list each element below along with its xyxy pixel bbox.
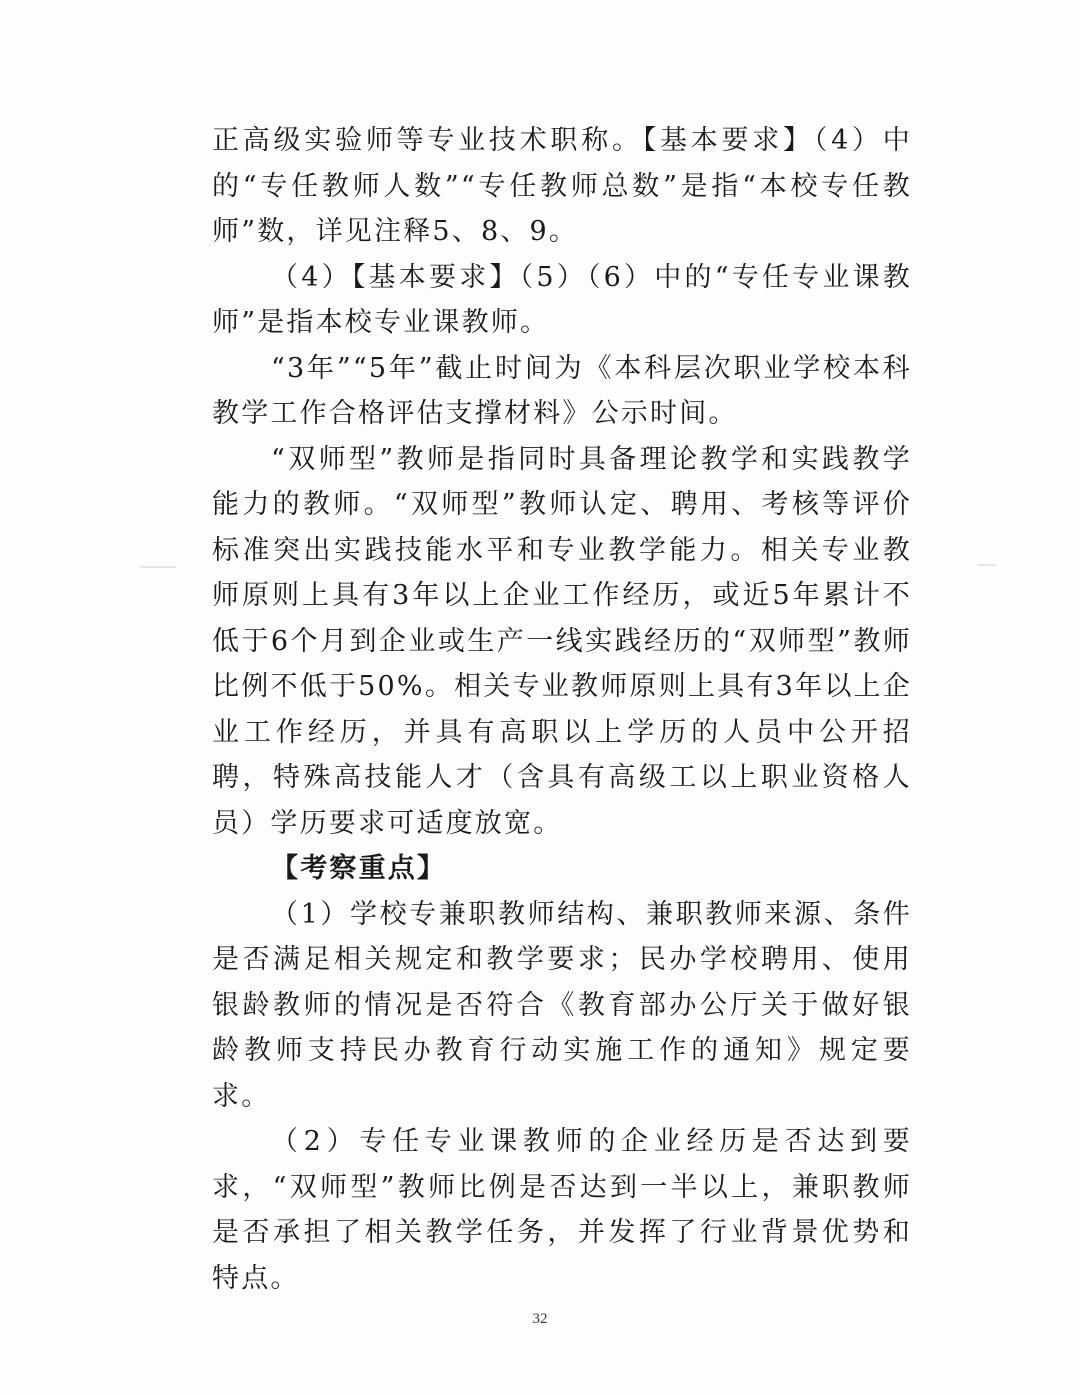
scan-mark-right bbox=[978, 564, 996, 566]
page-number: 32 bbox=[532, 1311, 548, 1327]
paragraph-dual-qualified-teachers: “双师型”教师是指同时具备理论教学和实践教学能力的教师。“双师型”教师认定、聘用、考核等评价标准突出实践技能水平和专业教学能力。相关专业教师原则上具有3年以上企业工作经历，或近5年累计不低于6个月到企业或生产一线实践经历的“双师型”教师比例不低于50%。相关专业教师原则上具有3年以上企业工作经历，并具有高职以上学历的人员中公开招聘，特殊高技能人才（含具有高级工以上职业资格人员）学历要求可适度放宽。 bbox=[212, 443, 912, 839]
paragraph-focus-1: （1）学校专兼职教师结构、兼职教师来源、条件是否满足相关规定和教学要求；民办学校聘用、使用银龄教师的情况是否符合《教育部办公厅关于做好银龄教师支持民办教育行动实施工作的通知》规定要求。 bbox=[212, 898, 912, 1112]
paragraph-professional-titles: 正高级实验师等专业技术职称。【基本要求】（4）中的“专任教师人数”“专任教师总数”是指“本校专任教师”数，详见注释5、8、9。 bbox=[212, 125, 912, 247]
paragraph-full-time-professional-teachers: （4）【基本要求】（5）（6）中的“专任专业课教师”是指本校专业课教师。 bbox=[212, 261, 912, 338]
paragraph-deadline-definition: “3年”“5年”截止时间为《本科层次职业学校本科教学工作合格评估支撑材料》公示时间。 bbox=[212, 352, 912, 429]
section-heading-inspection-focus: 【考察重点】 bbox=[271, 853, 447, 884]
scan-mark-left bbox=[140, 566, 176, 568]
paragraph-focus-2: （2）专任专业课教师的企业经历是否达到要求，“双师型”教师比例是否达到一半以上，兼职教师是否承担了相关教学任务，并发挥了行业背景优势和特点。 bbox=[212, 1126, 912, 1294]
document-body bbox=[212, 118, 912, 1301]
